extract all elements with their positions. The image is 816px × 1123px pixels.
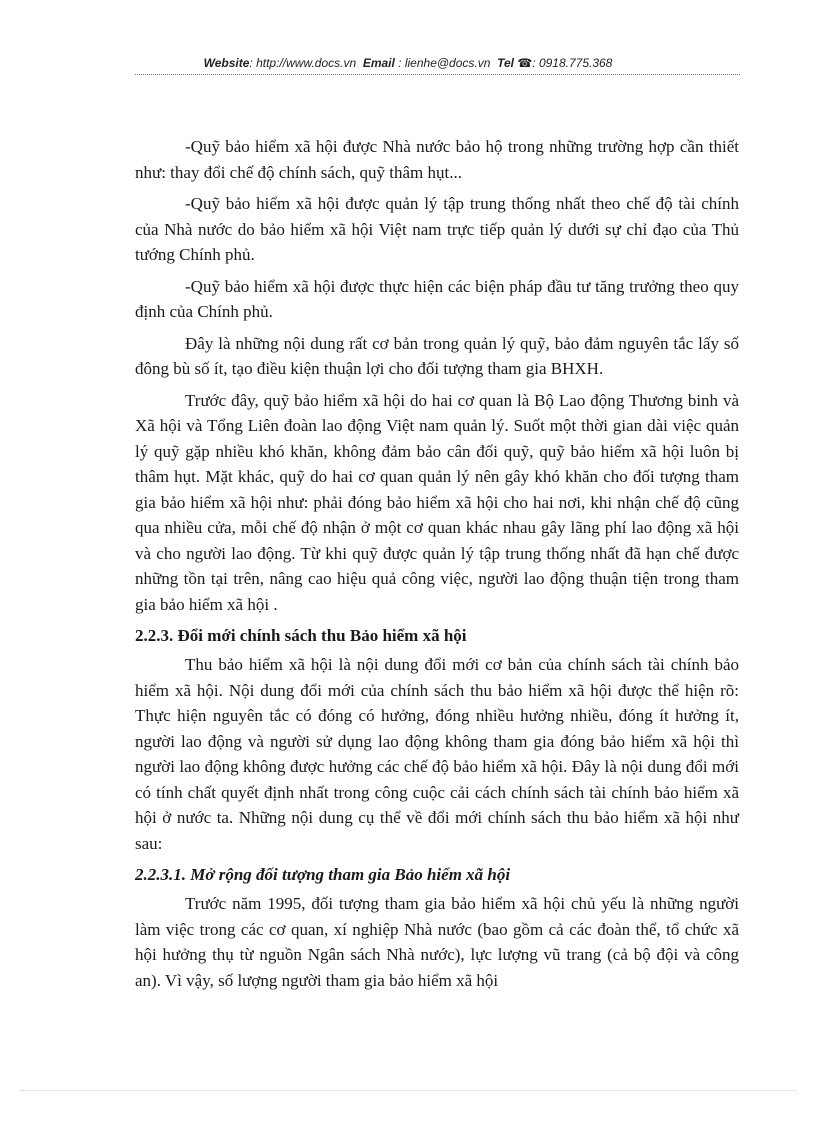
email-value[interactable]: : lienhe@docs.vn [398,56,491,70]
header-divider [135,74,740,75]
email-label: Email [362,56,395,70]
section-paragraph: Thu bảo hiểm xã hội là nội dung đổi mới cơ bản của chính sách tài chính bảo hiểm xã hội. Nội dung đổi mới của chính sách thu bảo hiểm xã hội được thể hiện rõ: Thực hiện nguyên tắc có đóng có hưởng, đóng nhiều hưởng nhiều, đóng ít hưởng ít, người lao động và người sử dụng lao động không tham gia đóng bảo hiểm xã hội thì người lao động không được hưởng các chế độ bảo hiểm xã hội. Đây là nội dung đổi mới có tính chất quyết định nhất trong công cuộc cải cách chính sách tài chính bảo hiểm xã hội ở nước ta. Những nội dung cụ thể về đổi mới chính sách thu bảo hiểm xã hội như sau: [135,655,739,853]
document-body [135,134,739,999]
phone-icon: ☎ [517,56,533,70]
website-value[interactable]: : http://www.docs.vn [249,56,357,70]
subsection-heading: 2.2.3.1. Mở rộng đối tượng tham gia Bảo hiểm xã hội [135,865,511,884]
footer-divider [20,1090,796,1091]
subsection-paragraph: Trước năm 1995, đối tượng tham gia bảo hiểm xã hội chủ yếu là những người làm việc trong các cơ quan, xí nghiệp Nhà nước (bao gồm cả các đoàn thể, tổ chức xã hội hưởng thụ từ nguồn Ngân sách Nhà nước), lực lượng vũ trang (cả bộ đội và công an). Vì vậy, số lượng người tham gia bảo hiểm xã hội [135,894,739,990]
paragraph-2: -Quỹ bảo hiểm xã hội được quản lý tập trung thống nhất theo chế độ tài chính của Nhà nước do bảo hiểm xã hội Việt nam trực tiếp quản lý dưới sự chỉ đạo của Thủ tướng Chính phủ. [135,194,739,264]
page-header [0,56,816,70]
section-heading: 2.2.3. Đổi mới chính sách thu Bảo hiểm xã hội [135,626,467,645]
paragraph-3: -Quỹ bảo hiểm xã hội được thực hiện các biện pháp đầu tư tăng trưởng theo quy định của Chính phủ. [135,276,739,321]
paragraph-4: Đây là những nội dung rất cơ bản trong quản lý quỹ, bảo đảm nguyên tắc lấy số đông bù số ít, tạo điều kiện thuận lợi cho đối tượng tham gia BHXH. [135,333,739,378]
tel-label: Tel [497,56,514,70]
paragraph-1: -Quỹ bảo hiểm xã hội được Nhà nước bảo hộ trong những trường hợp cần thiết như: thay đổi chế độ chính sách, quỹ thâm hụt... [135,137,739,182]
paragraph-5: Trước đây, quỹ bảo hiểm xã hội do hai cơ quan là Bộ Lao động Thương binh và Xã hội và Tổng Liên đoàn lao động Việt nam quản lý. Suốt một thời gian dài việc quản lý quỹ gặp nhiều khó khăn, không đảm bảo cân đối quỹ, quỹ bảo hiểm xã hội luôn bị thâm hụt. Mặt khác, quỹ do hai cơ quan quản lý nên gây khó khăn cho đối tượng tham gia bảo hiểm xã hội như: phải đóng bảo hiểm xã hội cho hai nơi, khi nhận chế độ cũng qua nhiều cửa, mỗi chế độ nhận ở một cơ quan khác nhau gây lãng phí lao động xã hội và cho người lao động. Từ khi quỹ được quản lý tập trung thống nhất đã hạn chế được những tồn tại trên, nâng cao hiệu quả công việc, người lao động thuận tiện trong tham gia bảo hiểm xã hội . [135,390,739,614]
website-label: Website [203,56,250,70]
tel-value: : 0918.775.368 [532,56,613,70]
